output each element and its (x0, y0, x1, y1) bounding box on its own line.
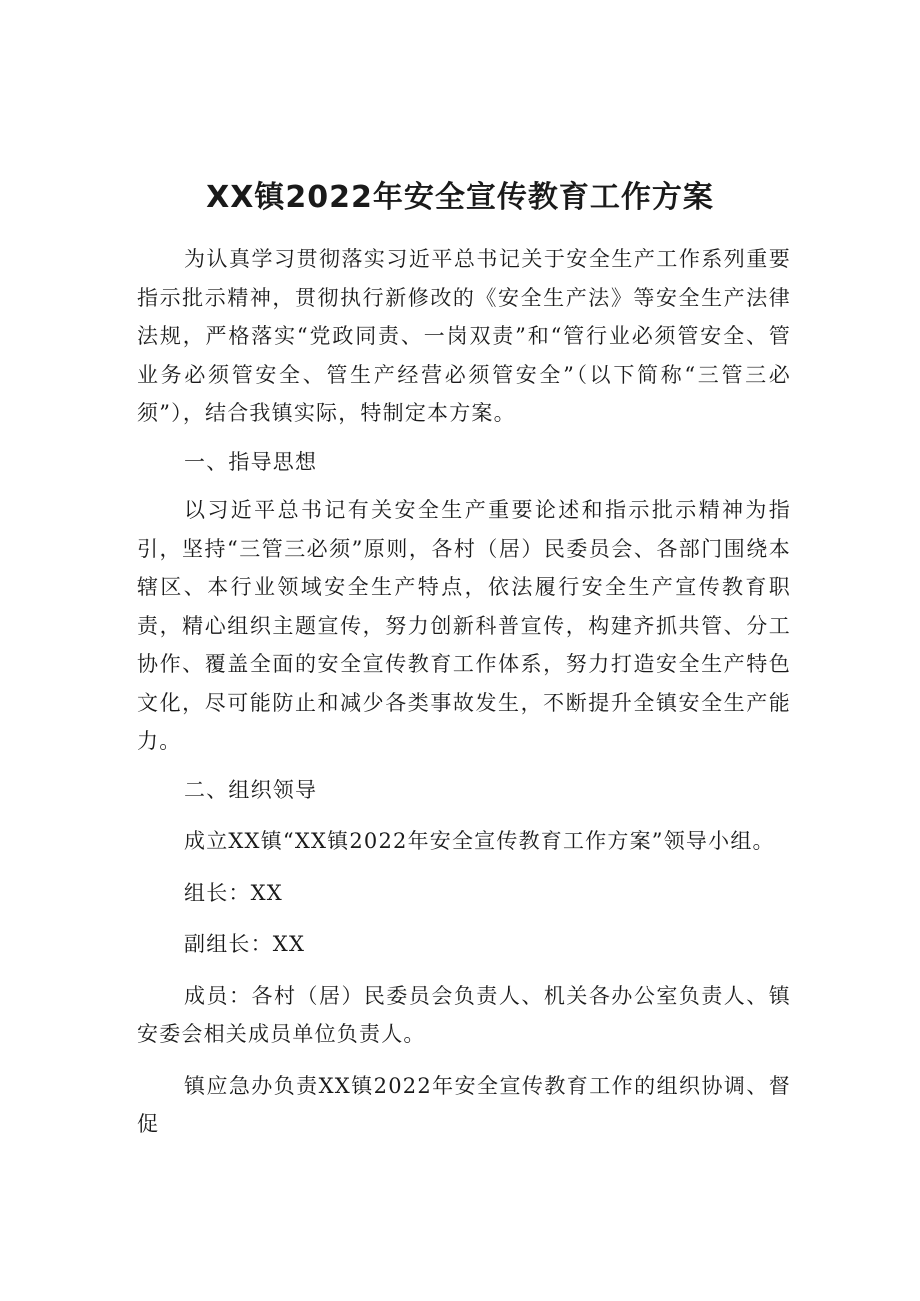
paragraph-intro: 为认真学习贯彻落实习近平总书记关于安全生产工作系列重要指示批示精神，贯彻执行新修改的《安全生产法》等安全生产法律法规，严格落实“党政同责、一岗双责”和“管行业必须管安全、管业务必须管安全、管生产经营必须管安全”（以下简称“三管三必须”），结合我镇实际，特制定本方案。 (137, 247, 791, 425)
document-body (137, 240, 791, 1144)
section-heading-organization: 二、组织领导 (184, 777, 318, 802)
paragraph-guiding-ideology: 以习近平总书记有关安全生产重要论述和指示批示精神为指引，坚持“三管三必须”原则，各村（居）民委员会、各部门围绕本辖区、本行业领域安全生产特点，依法履行安全生产宣传教育职责，精心组织主题宣传，努力创新科普宣传，构建齐抓共管、分工协作、覆盖全面的安全宣传教育工作体系，努力打造安全生产特色文化，尽可能防止和减少各类事故发生，不断提升全镇安全生产能力。 (137, 498, 791, 753)
section-heading-guiding-ideology: 一、指导思想 (184, 449, 318, 474)
document-title: XX镇2022年安全宣传教育工作方案 (206, 180, 714, 215)
paragraph-members: 成员：各村（居）民委员会负责人、机关各办公室负责人、镇安委会相关成员单位负责人。 (137, 983, 791, 1046)
paragraph-leading-group: 成立XX镇“XX镇2022年安全宣传教育工作方案”领导小组。 (184, 829, 775, 853)
paragraph-emergency-office: 镇应急办负责XX镇2022年安全宣传教育工作的组织协调、督促 (137, 1073, 791, 1136)
paragraph-group-leader: 组长：XX (184, 880, 283, 905)
paragraph-deputy-leader: 副组长：XX (184, 932, 306, 956)
